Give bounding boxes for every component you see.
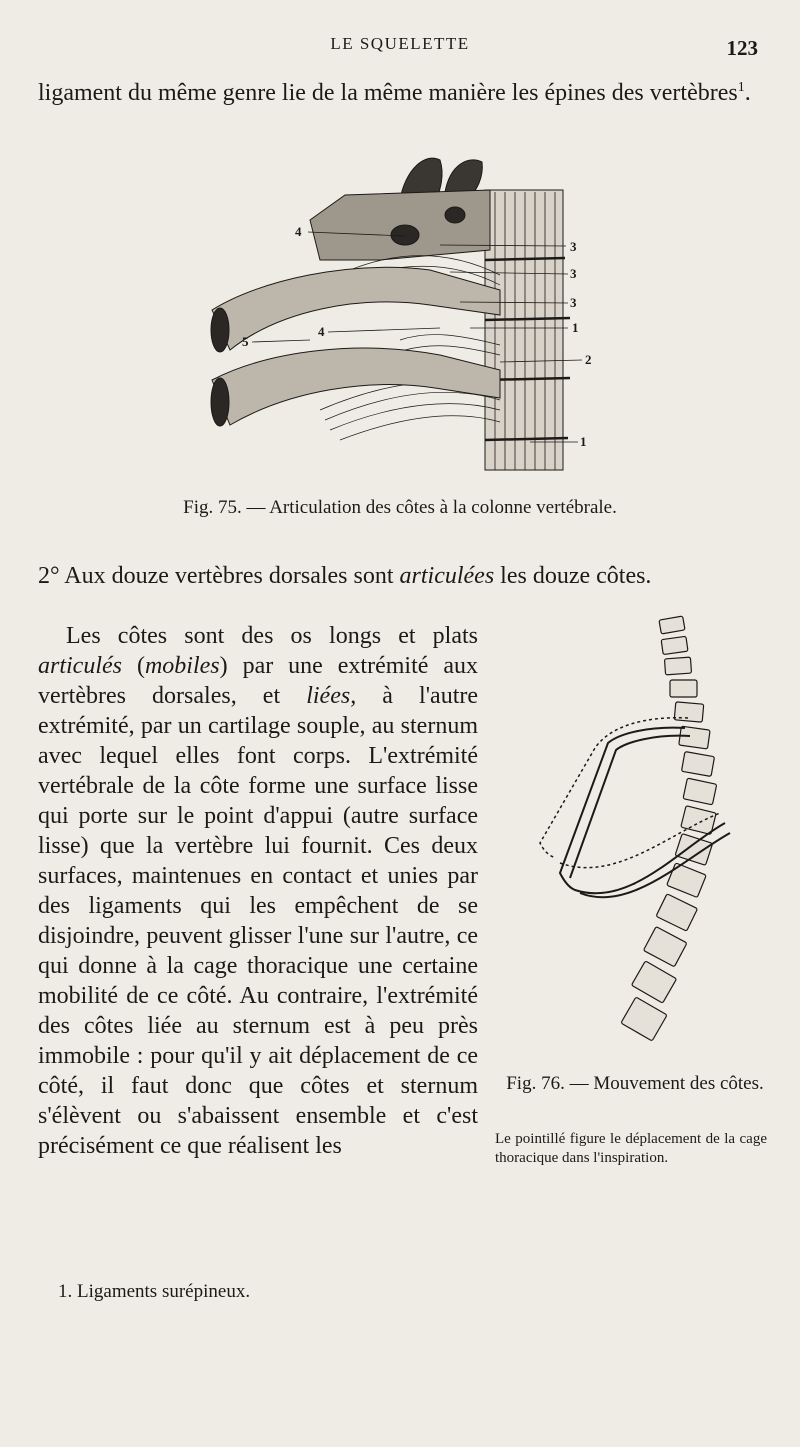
- paragraph-3-emphasis-2: mobiles: [144, 653, 220, 679]
- fig75-label-1a: 1: [572, 320, 579, 335]
- fig75-label-3a: 3: [570, 239, 577, 254]
- running-head: [0, 34, 800, 58]
- fig75-label-4b: 4: [318, 324, 325, 339]
- paragraph-3-text-c: ) par une extrémité aux vertèbres dorsales, et: [38, 653, 478, 709]
- fig75-label-3b: 3: [570, 266, 577, 281]
- figure-76-caption: Fig. 76. — Mouvement des côtes.: [506, 1073, 764, 1094]
- paragraph-2-text-b: les douze côtes.: [494, 563, 652, 589]
- fig75-label-3c: 3: [570, 295, 577, 310]
- fig75-label-5: 5: [242, 334, 249, 349]
- vertebral-column: [310, 158, 570, 470]
- spine: [621, 616, 717, 1041]
- paragraph-3-emphasis-1: articulés: [38, 653, 122, 679]
- paragraph-2-text-a: 2° Aux douze vertèbres dorsales sont: [38, 563, 400, 589]
- page-number: 123: [726, 36, 758, 60]
- fig75-label-4a: 4: [295, 224, 302, 239]
- paragraph-2: [38, 561, 760, 591]
- paragraph-3-text-d: à l'autre extrémité, par un cartilage souple, au sternum avec lequel elles font corps. L'extrémité vertébrale de la côte forme une surface lisse qui porte sur le point d'appui (autre surface lisse) que la vertèbre lui fournit. Ces deux surfaces, maintenues en contact et unies par des ligaments qui les empêchent de se disjoindre, peuvent glisser l'une sur l'autre, ce qui donne à la cage thoracique une certaine mobilité de ce côté. Au contraire, l'extrémité des côtes liée au sternum est à peu près immobile : pour qu'il y ait déplacement de ce côté, il faut donc que côtes et sternum s'élèvent ou s'abaissent ensemble et c'est précisément ce que réalisent les: [38, 683, 479, 1159]
- paragraph-3: [38, 621, 478, 1161]
- fig75-label-1b: 1: [580, 434, 587, 449]
- paragraph-3-text-a: Les côtes sont des os longs et plats: [66, 623, 478, 649]
- upper-rib: [211, 267, 500, 352]
- running-title: LE SQUELETTE: [330, 34, 470, 53]
- figure-75-illustration: [200, 140, 610, 490]
- figure-76-note: Le pointillé figure le déplacement de la cage thoracique dans l'inspiration.: [495, 1131, 767, 1166]
- figure-76-illustration: [520, 608, 780, 1068]
- figure-75-caption: Fig. 75. — Articulation des côtes à la colonne vertébrale.: [183, 497, 617, 518]
- paragraph-intro-text: ligament du même genre lie de la même manière les épines des vertèbres: [38, 80, 738, 106]
- lower-rib: [211, 348, 500, 426]
- footnote-ref: 1: [737, 80, 745, 95]
- paragraph-intro-end: .: [744, 80, 751, 106]
- paragraph-2-emphasis: articulées: [399, 563, 495, 589]
- paragraph-3-emphasis-3: liées,: [306, 683, 357, 709]
- paragraph-intro: [38, 78, 758, 108]
- paragraph-3-text-b: (: [122, 653, 145, 679]
- fig75-label-2: 2: [585, 352, 592, 367]
- footnote: 1. Ligaments surépineux.: [58, 1281, 251, 1302]
